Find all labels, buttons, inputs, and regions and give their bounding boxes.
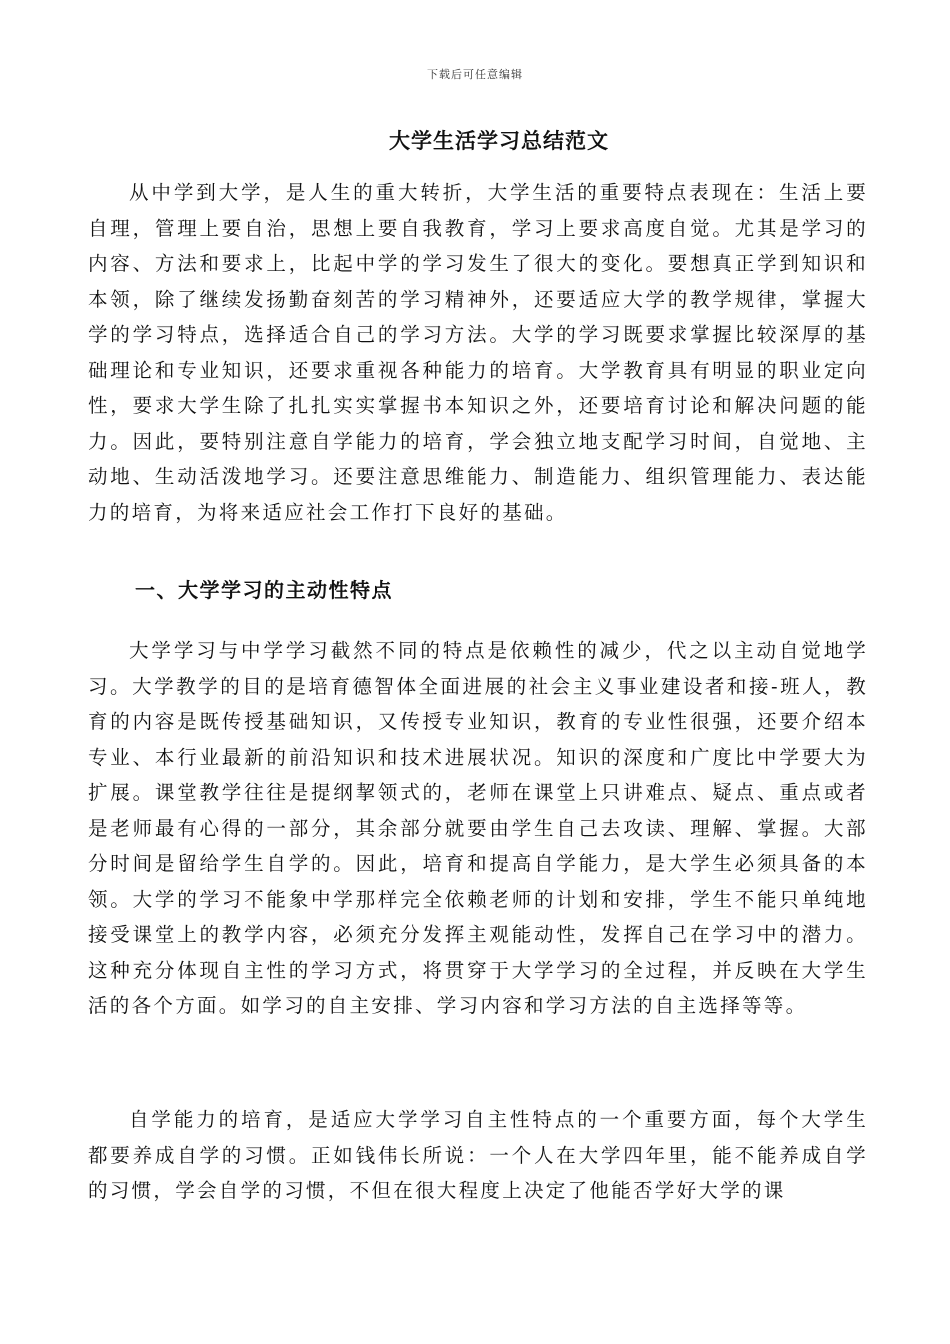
header-note: 下载后可任意编辑 xyxy=(427,68,523,81)
document-title: 大学生活学习总结范文 xyxy=(389,128,609,153)
section-paragraph-2: 自学能力的培育，是适应大学学习自主性特点的一个重要方面，每个大学生都要养成自学的习惯。正如钱伟长所说：一个人在大学四年里，能不能养成自学的习惯，学会自学的习惯，不但在很大程度上决定了他能否学好大学的课 xyxy=(88,1108,868,1202)
section-paragraph-1: 大学学习与中学学习截然不同的特点是依赖性的减少，代之以主动自觉地学习。大学教学的目的是培育德智体全面进展的社会主义事业建设者和接-班人，教育的内容是既传授基础知识，又传授专业知识，教育的专业性很强，还要介绍本专业、本行业最新的前沿知识和技术进展状况。知识的深度和广度比中学要大为扩展。课堂教学往往是提纲挈领式的，老师在课堂上只讲难点、疑点、重点或者是老师最有心得的一部分，其余部分就要由学生自己去攻读、理解、掌握。大部分时间是留给学生自学的。因此，培育和提高自学能力，是大学生必须具备的本领。大学的学习不能象中学那样完全依赖老师的计划和安排，学生不能只单纯地接受课堂上的教学内容，必须充分发挥主观能动性，发挥自己在学习中的潜力。这种充分体现自主性的学习方式，将贯穿于大学学习的全过程，并反映在大学生活的各个方面。如学习的自主安排、学习内容和学习方法的自主选择等等。 xyxy=(88,639,868,1017)
intro-paragraph: 从中学到大学，是人生的重大转折，大学生活的重要特点表现在：生活上要自理，管理上要自治，思想上要自我教育，学习上要求高度自觉。尤其是学习的内容、方法和要求上，比起中学的学习发生了很大的变化。要想真正学到知识和本领，除了继续发扬勤奋刻苦的学习精神外，还要适应大学的教学规律，掌握大学的学习特点，选择适合自己的学习方法。大学的学习既要求掌握比较深厚的基础理论和专业知识，还要求重视各种能力的培育。大学教育具有明显的职业定向性，要求大学生除了扎扎实实掌握书本知识之外，还要培育讨论和解决问题的能力。因此，要特别注意自学能力的培育，学会独立地支配学习时间，自觉地、主动地、生动活泼地学习。还要注意思维能力、制造能力、组织管理能力、表达能力的培育，为将来适应社会工作打下良好的基础。 xyxy=(88,181,868,524)
section-heading: 一、大学学习的主动性特点 xyxy=(135,578,393,602)
